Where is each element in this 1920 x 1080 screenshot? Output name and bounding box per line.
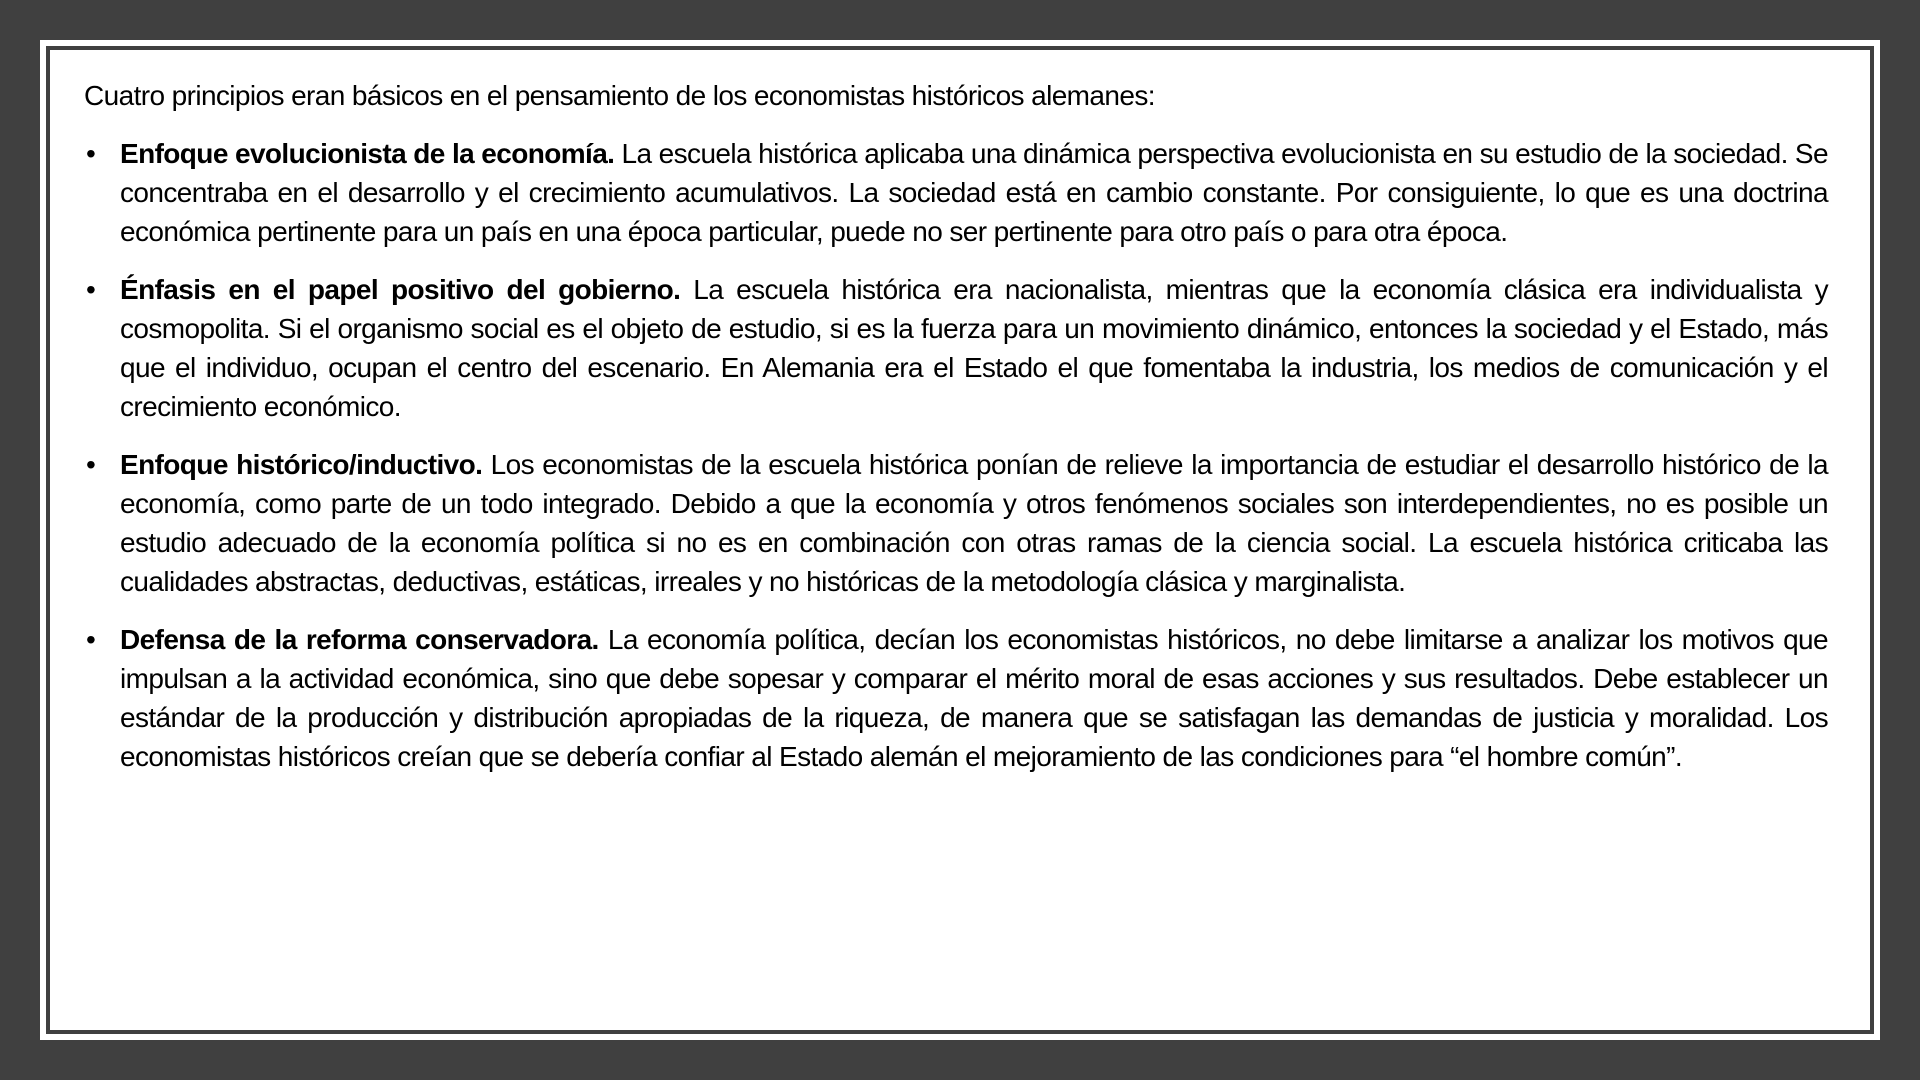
bullet-title: Enfoque evolucionista de la economía. <box>120 138 615 169</box>
bullet-title: Defensa de la reforma conservadora. <box>120 624 599 655</box>
list-item-evolutionary-approach <box>84 134 1828 251</box>
list-item-government-role <box>84 270 1828 426</box>
list-item-historical-inductive <box>84 445 1828 601</box>
bullet-text: La escuela histórica aplicaba una dinámica perspectiva evolucionista en su estudio de la sociedad. Se concentraba en el desarrollo y el crecimiento acumulativos. La sociedad está en cambio constante. Por consiguiente, lo que es una doctrina económica pertinente para un país en una época particular, puede no ser pertinente para otro país o para otra época. <box>120 138 1828 247</box>
bullet-text: Los economistas de la escuela histórica ponían de relieve la importancia de estudiar el desarrollo histórico de la economía, como parte de un todo integrado. Debido a que la economía y otros fenómenos sociales son interdependientes, no es posible un estudio adecuado de la economía política si no es en combinación con otras ramas de la ciencia social. La escuela histórica criticaba las cualidades abstractas, deductivas, estáticas, irreales y no históricas de la metodología clásica y marginalista. <box>120 449 1829 597</box>
bullet-dot-icon: • <box>86 449 96 480</box>
slide-content <box>84 76 1828 795</box>
slide-frame <box>40 40 1880 1040</box>
list-item-conservative-reform <box>84 620 1828 776</box>
bullet-text: La escuela histórica era nacionalista, mientras que la economía clásica era individualista y cosmopolita. Si el organismo social es el objeto de estudio, si es la fuerza para un movimiento dinámico, entonces la sociedad y el Estado, más que el individuo, ocupan el centro del escenario. En Alemania era el Estado el que fomentaba la industria, los medios de comunicación y el crecimiento económico. <box>120 274 1828 422</box>
bullet-title: Énfasis en el papel positivo del gobierno. <box>120 274 681 305</box>
bullet-dot-icon: • <box>86 274 96 305</box>
bullet-title: Enfoque histórico/inductivo. <box>120 449 483 480</box>
intro-text: Cuatro principios eran básicos en el pensamiento de los economistas históricos alemanes: <box>84 80 1155 111</box>
principles-list <box>84 134 1828 776</box>
bullet-dot-icon: • <box>86 138 96 169</box>
bullet-dot-icon: • <box>86 624 96 655</box>
bullet-text: La economía política, decían los economistas históricos, no debe limitarse a analizar los motivos que impulsan a la actividad económica, sino que debe sopesar y comparar el mérito moral de esas acciones y sus resultados. Debe establecer un estándar de la producción y distribución apropiadas de la riqueza, de manera que se satisfagan las demandas de justicia y moralidad. Los economistas históricos creían que se debería confiar al Estado alemán el mejoramiento de las condiciones para “el hombre común”. <box>120 624 1828 772</box>
